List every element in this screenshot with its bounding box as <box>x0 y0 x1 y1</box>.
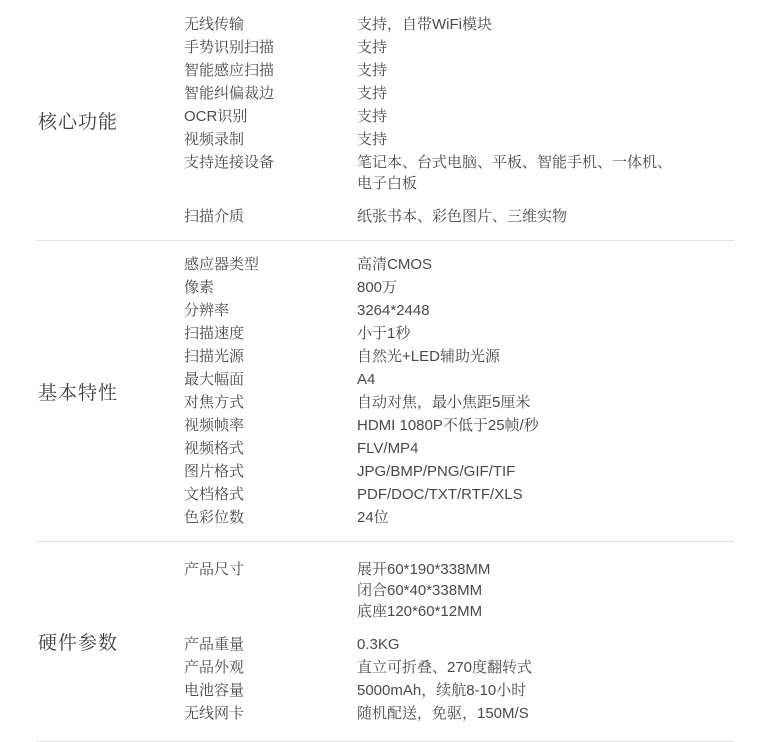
spec-value-line: 笔记本、台式电脑、平板、智能手机、一体机、 <box>357 153 673 171</box>
spec-value-line: 直立可折叠、270度翻转式 <box>357 659 533 676</box>
section-title-basic: 基本特性 <box>38 382 119 404</box>
spec-value-line: 800万 <box>357 279 398 297</box>
spec-label: 视频录制 <box>184 130 245 148</box>
spec-value <box>357 703 734 724</box>
spec-row <box>184 13 734 36</box>
section-hardware-parameters <box>36 542 734 742</box>
spec-row <box>184 36 734 59</box>
spec-value <box>357 346 734 367</box>
spec-row <box>184 391 734 414</box>
spec-value-line: JPG/BMP/PNG/GIF/TIF <box>357 463 516 481</box>
spec-label: 电池容量 <box>184 682 245 699</box>
spec-row <box>184 151 734 195</box>
section-rows-hardware <box>184 542 734 741</box>
spec-row <box>184 82 734 105</box>
section-title-core: 核心功能 <box>38 111 119 133</box>
spec-value-line: 24位 <box>357 509 389 527</box>
spec-value <box>357 60 734 81</box>
spec-row <box>184 506 734 529</box>
spec-label: 视频格式 <box>184 440 245 458</box>
spec-value-line: 自然光+LED辅助光源 <box>357 348 500 366</box>
spec-row <box>184 345 734 368</box>
spec-label: OCR识别 <box>184 107 248 125</box>
spec-row <box>184 633 734 656</box>
spec-value-line: 0.3KG <box>357 636 400 653</box>
spec-label: 像素 <box>184 279 215 297</box>
spec-value <box>357 14 734 35</box>
spec-row <box>184 368 734 391</box>
spec-label: 手势识别扫描 <box>184 38 275 56</box>
spec-value <box>357 37 734 58</box>
section-core-functions <box>36 0 734 241</box>
spec-label: 最大幅面 <box>184 371 245 389</box>
spec-value <box>357 152 734 194</box>
spec-value <box>357 129 734 150</box>
spec-label: 无线传输 <box>184 15 245 33</box>
spec-value-line: 自动对焦，最小焦距5厘米 <box>357 394 531 412</box>
spec-label: 感应器类型 <box>184 256 260 274</box>
spec-label: 智能感应扫描 <box>184 61 275 79</box>
spec-value <box>357 323 734 344</box>
spec-label: 无线网卡 <box>184 705 245 722</box>
spec-value-line: 3264*2448 <box>357 302 430 320</box>
spec-value-line: FLV/MP4 <box>357 440 419 458</box>
spec-label: 图片格式 <box>184 463 245 481</box>
spec-row <box>184 483 734 506</box>
spec-value <box>357 277 734 298</box>
spec-label: 分辨率 <box>184 302 230 320</box>
spec-value-line: HDMI 1080P不低于25帧/秒 <box>357 417 539 435</box>
spec-label: 扫描介质 <box>184 207 245 225</box>
spec-value-line: 5000mAh，续航8-10小时 <box>357 682 527 699</box>
spec-row <box>184 702 734 725</box>
spec-value <box>357 369 734 390</box>
spec-row <box>184 322 734 345</box>
spec-value <box>357 415 734 436</box>
spec-value <box>357 83 734 104</box>
spec-label: 扫描光源 <box>184 348 245 366</box>
spec-row <box>184 299 734 322</box>
spec-row <box>184 128 734 151</box>
spec-value <box>357 634 734 655</box>
row-spacer <box>184 623 734 633</box>
spec-value-line: 随机配送，免驱，150M/S <box>357 705 529 722</box>
spec-value <box>357 300 734 321</box>
spec-value <box>357 254 734 275</box>
spec-row <box>184 105 734 128</box>
spec-value <box>357 657 734 678</box>
spec-label: 支持连接设备 <box>184 153 275 171</box>
spec-value-line: A4 <box>357 371 376 389</box>
spec-value-line: 支持，自带WiFi模块 <box>357 15 492 33</box>
spec-value-line: 纸张书本、彩色图片、三维实物 <box>357 207 568 225</box>
spec-value-line: 小于1秒 <box>357 325 411 343</box>
spec-row <box>184 253 734 276</box>
spec-row <box>184 437 734 460</box>
spec-value <box>357 484 734 505</box>
spec-value-line: 支持 <box>357 130 388 148</box>
section-basic-features <box>36 241 734 542</box>
spec-label: 对焦方式 <box>184 394 245 412</box>
section-title-hardware: 硬件参数 <box>38 633 119 654</box>
spec-value-line: 高清CMOS <box>357 256 433 274</box>
spec-row <box>184 679 734 702</box>
spec-value <box>357 559 734 622</box>
row-spacer <box>184 195 734 205</box>
spec-label: 智能纠偏裁边 <box>184 84 275 102</box>
spec-label: 产品外观 <box>184 659 245 676</box>
spec-row <box>184 414 734 437</box>
spec-row <box>184 460 734 483</box>
spec-value-line: PDF/DOC/TXT/RTF/XLS <box>357 486 523 504</box>
spec-value <box>357 461 734 482</box>
spec-value-line: 支持 <box>357 61 388 79</box>
spec-label: 扫描速度 <box>184 325 245 343</box>
spec-value-line: 支持 <box>357 107 388 125</box>
spec-label: 产品重量 <box>184 636 245 653</box>
spec-value <box>357 680 734 701</box>
spec-value-line: 底座120*60*12MM <box>357 603 483 620</box>
spec-label: 文档格式 <box>184 486 245 504</box>
spec-row <box>184 205 734 228</box>
section-rows-basic <box>184 237 734 545</box>
spec-value <box>357 106 734 127</box>
spec-value <box>357 438 734 459</box>
spec-row <box>184 59 734 82</box>
spec-label: 色彩位数 <box>184 509 245 527</box>
spec-value <box>357 507 734 528</box>
spec-label: 视频帧率 <box>184 417 245 435</box>
section-rows-core <box>184 0 734 244</box>
spec-value <box>357 392 734 413</box>
spec-row <box>184 656 734 679</box>
spec-value-line: 展开60*190*338MM <box>357 561 491 578</box>
spec-row <box>184 558 734 623</box>
spec-value-line: 闭合60*40*338MM <box>357 582 483 599</box>
spec-label: 产品尺寸 <box>184 561 245 578</box>
spec-value-line: 电子白板 <box>357 174 418 192</box>
spec-value-line: 支持 <box>357 84 388 102</box>
spec-value-line: 支持 <box>357 38 388 56</box>
spec-row <box>184 276 734 299</box>
spec-value <box>357 206 734 227</box>
